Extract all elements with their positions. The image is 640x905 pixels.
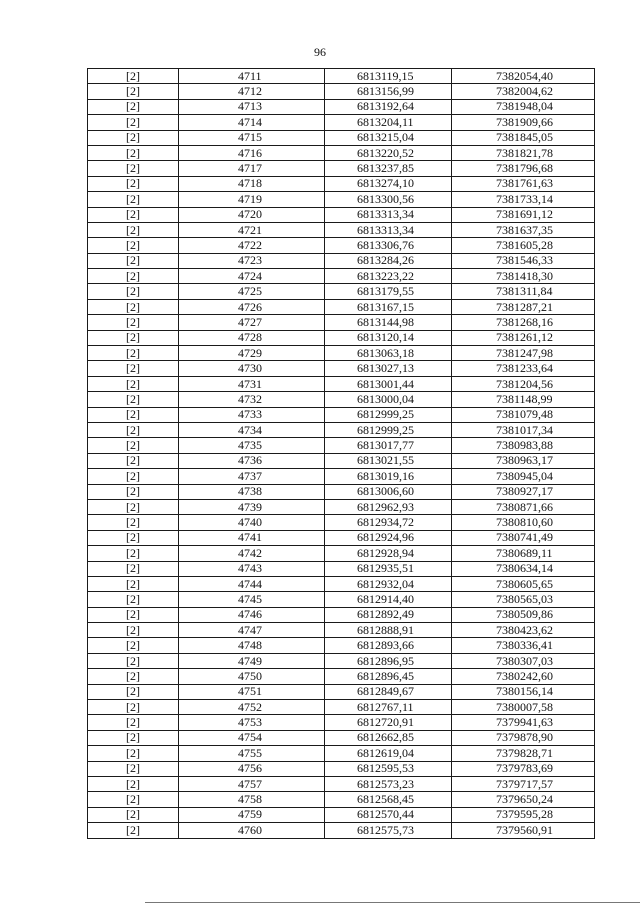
y-coordinate-cell: 7380423,62 (452, 623, 595, 638)
y-coordinate-cell: 7379717,57 (452, 776, 595, 791)
x-coordinate-cell: 6813300,56 (325, 192, 452, 207)
x-coordinate-cell: 6812595,53 (325, 761, 452, 776)
x-coordinate-cell: 6812896,45 (325, 669, 452, 684)
table-row (88, 792, 595, 807)
reference-cell: [2] (88, 207, 179, 222)
table-row (88, 176, 595, 191)
table-row (88, 330, 595, 345)
y-coordinate-cell: 7381796,68 (452, 161, 595, 176)
x-coordinate-cell: 6813144,98 (325, 315, 452, 330)
y-coordinate-cell: 7381418,30 (452, 269, 595, 284)
reference-cell: [2] (88, 299, 179, 314)
y-coordinate-cell: 7380605,65 (452, 576, 595, 591)
point-number-cell: 4759 (179, 807, 325, 822)
reference-cell: [2] (88, 561, 179, 576)
x-coordinate-cell: 6813167,15 (325, 299, 452, 314)
point-number-cell: 4730 (179, 361, 325, 376)
y-coordinate-cell: 7380983,88 (452, 438, 595, 453)
y-coordinate-cell: 7381821,78 (452, 145, 595, 160)
reference-cell: [2] (88, 176, 179, 191)
y-coordinate-cell: 7380634,14 (452, 561, 595, 576)
x-coordinate-cell: 6813237,85 (325, 161, 452, 176)
x-coordinate-cell: 6812568,45 (325, 792, 452, 807)
point-number-cell: 4727 (179, 315, 325, 330)
point-number-cell: 4732 (179, 392, 325, 407)
y-coordinate-cell: 7380307,03 (452, 653, 595, 668)
x-coordinate-cell: 6812999,25 (325, 407, 452, 422)
x-coordinate-cell: 6813284,26 (325, 253, 452, 268)
x-coordinate-cell: 6812892,49 (325, 607, 452, 622)
reference-cell: [2] (88, 715, 179, 730)
x-coordinate-cell: 6812896,95 (325, 653, 452, 668)
y-coordinate-cell: 7379941,63 (452, 715, 595, 730)
x-coordinate-cell: 6813313,34 (325, 207, 452, 222)
x-coordinate-cell: 6812570,44 (325, 807, 452, 822)
reference-cell: [2] (88, 469, 179, 484)
reference-cell: [2] (88, 392, 179, 407)
reference-cell: [2] (88, 530, 179, 545)
table-row (88, 315, 595, 330)
point-number-cell: 4755 (179, 746, 325, 761)
x-coordinate-cell: 6813019,16 (325, 469, 452, 484)
table-row (88, 576, 595, 591)
y-coordinate-cell: 7381268,16 (452, 315, 595, 330)
point-number-cell: 4718 (179, 176, 325, 191)
point-number-cell: 4713 (179, 99, 325, 114)
reference-cell: [2] (88, 238, 179, 253)
y-coordinate-cell: 7380871,66 (452, 499, 595, 514)
point-number-cell: 4737 (179, 469, 325, 484)
point-number-cell: 4756 (179, 761, 325, 776)
table-row (88, 623, 595, 638)
point-number-cell: 4758 (179, 792, 325, 807)
y-coordinate-cell: 7380336,41 (452, 638, 595, 653)
point-number-cell: 4733 (179, 407, 325, 422)
x-coordinate-cell: 6813215,04 (325, 130, 452, 145)
y-coordinate-cell: 7381148,99 (452, 392, 595, 407)
y-coordinate-cell: 7382054,40 (452, 69, 595, 84)
point-number-cell: 4711 (179, 69, 325, 84)
x-coordinate-cell: 6813001,44 (325, 376, 452, 391)
y-coordinate-cell: 7380007,58 (452, 700, 595, 715)
reference-cell: [2] (88, 607, 179, 622)
table-row (88, 222, 595, 237)
y-coordinate-cell: 7379828,71 (452, 746, 595, 761)
table-row (88, 823, 595, 838)
reference-cell: [2] (88, 253, 179, 268)
table-row (88, 561, 595, 576)
table-row (88, 700, 595, 715)
point-number-cell: 4760 (179, 823, 325, 838)
table-row (88, 499, 595, 514)
table-row (88, 746, 595, 761)
x-coordinate-cell: 6812932,04 (325, 576, 452, 591)
point-number-cell: 4735 (179, 438, 325, 453)
reference-cell: [2] (88, 700, 179, 715)
reference-cell: [2] (88, 792, 179, 807)
table-row (88, 392, 595, 407)
y-coordinate-cell: 7381546,33 (452, 253, 595, 268)
reference-cell: [2] (88, 376, 179, 391)
y-coordinate-cell: 7381017,34 (452, 422, 595, 437)
x-coordinate-cell: 6812720,91 (325, 715, 452, 730)
point-number-cell: 4740 (179, 515, 325, 530)
table-row (88, 592, 595, 607)
x-coordinate-cell: 6812999,25 (325, 422, 452, 437)
x-coordinate-cell: 6813006,60 (325, 484, 452, 499)
point-number-cell: 4729 (179, 346, 325, 361)
y-coordinate-cell: 7379878,90 (452, 730, 595, 745)
reference-cell: [2] (88, 499, 179, 514)
y-coordinate-cell: 7380509,86 (452, 607, 595, 622)
x-coordinate-cell: 6813179,55 (325, 284, 452, 299)
reference-cell: [2] (88, 623, 179, 638)
y-coordinate-cell: 7380927,17 (452, 484, 595, 499)
y-coordinate-cell: 7381261,12 (452, 330, 595, 345)
point-number-cell: 4742 (179, 546, 325, 561)
x-coordinate-cell: 6813306,76 (325, 238, 452, 253)
point-number-cell: 4725 (179, 284, 325, 299)
x-coordinate-cell: 6812849,67 (325, 684, 452, 699)
table-row (88, 192, 595, 207)
point-number-cell: 4731 (179, 376, 325, 391)
x-coordinate-cell: 6812893,66 (325, 638, 452, 653)
table-row (88, 546, 595, 561)
reference-cell: [2] (88, 192, 179, 207)
table-row (88, 269, 595, 284)
point-number-cell: 4754 (179, 730, 325, 745)
x-coordinate-cell: 6813027,13 (325, 361, 452, 376)
table-row (88, 515, 595, 530)
point-number-cell: 4749 (179, 653, 325, 668)
table-row (88, 376, 595, 391)
point-number-cell: 4715 (179, 130, 325, 145)
y-coordinate-cell: 7381637,35 (452, 222, 595, 237)
reference-cell: [2] (88, 776, 179, 791)
y-coordinate-cell: 7379595,28 (452, 807, 595, 822)
x-coordinate-cell: 6813120,14 (325, 330, 452, 345)
point-number-cell: 4734 (179, 422, 325, 437)
x-coordinate-cell: 6813156,99 (325, 84, 452, 99)
y-coordinate-cell: 7380242,60 (452, 669, 595, 684)
x-coordinate-cell: 6812928,94 (325, 546, 452, 561)
y-coordinate-cell: 7381204,56 (452, 376, 595, 391)
x-coordinate-cell: 6813223,22 (325, 269, 452, 284)
y-coordinate-cell: 7381691,12 (452, 207, 595, 222)
reference-cell: [2] (88, 84, 179, 99)
reference-cell: [2] (88, 823, 179, 838)
point-number-cell: 4739 (179, 499, 325, 514)
table-row (88, 422, 595, 437)
x-coordinate-cell: 6812619,04 (325, 746, 452, 761)
table-row (88, 761, 595, 776)
table-row (88, 530, 595, 545)
reference-cell: [2] (88, 484, 179, 499)
point-number-cell: 4712 (179, 84, 325, 99)
x-coordinate-cell: 6812934,72 (325, 515, 452, 530)
y-coordinate-cell: 7379783,69 (452, 761, 595, 776)
table-row (88, 684, 595, 699)
table-row (88, 607, 595, 622)
reference-cell: [2] (88, 592, 179, 607)
table-row (88, 653, 595, 668)
x-coordinate-cell: 6812767,11 (325, 700, 452, 715)
table-row (88, 115, 595, 130)
reference-cell: [2] (88, 653, 179, 668)
reference-cell: [2] (88, 407, 179, 422)
reference-cell: [2] (88, 576, 179, 591)
reference-cell: [2] (88, 438, 179, 453)
table-row (88, 807, 595, 822)
x-coordinate-cell: 6813017,77 (325, 438, 452, 453)
footer-rule (145, 902, 640, 903)
reference-cell: [2] (88, 746, 179, 761)
x-coordinate-cell: 6812573,23 (325, 776, 452, 791)
point-number-cell: 4745 (179, 592, 325, 607)
x-coordinate-cell: 6813313,34 (325, 222, 452, 237)
y-coordinate-cell: 7381948,04 (452, 99, 595, 114)
reference-cell: [2] (88, 161, 179, 176)
reference-cell: [2] (88, 422, 179, 437)
x-coordinate-cell: 6813220,52 (325, 145, 452, 160)
reference-cell: [2] (88, 315, 179, 330)
y-coordinate-cell: 7380963,17 (452, 453, 595, 468)
reference-cell: [2] (88, 684, 179, 699)
reference-cell: [2] (88, 346, 179, 361)
x-coordinate-cell: 6812914,40 (325, 592, 452, 607)
point-number-cell: 4719 (179, 192, 325, 207)
point-number-cell: 4728 (179, 330, 325, 345)
table-row (88, 69, 595, 84)
point-number-cell: 4741 (179, 530, 325, 545)
reference-cell: [2] (88, 269, 179, 284)
y-coordinate-cell: 7380810,60 (452, 515, 595, 530)
y-coordinate-cell: 7381079,48 (452, 407, 595, 422)
point-number-cell: 4746 (179, 607, 325, 622)
reference-cell: [2] (88, 546, 179, 561)
point-number-cell: 4720 (179, 207, 325, 222)
reference-cell: [2] (88, 284, 179, 299)
point-number-cell: 4747 (179, 623, 325, 638)
point-number-cell: 4750 (179, 669, 325, 684)
point-number-cell: 4736 (179, 453, 325, 468)
table-row (88, 669, 595, 684)
y-coordinate-cell: 7380156,14 (452, 684, 595, 699)
y-coordinate-cell: 7381845,05 (452, 130, 595, 145)
x-coordinate-cell: 6813063,18 (325, 346, 452, 361)
point-number-cell: 4723 (179, 253, 325, 268)
reference-cell: [2] (88, 130, 179, 145)
reference-cell: [2] (88, 145, 179, 160)
point-number-cell: 4726 (179, 299, 325, 314)
point-number-cell: 4757 (179, 776, 325, 791)
table-row (88, 453, 595, 468)
coordinates-table-body (88, 69, 595, 839)
reference-cell: [2] (88, 807, 179, 822)
reference-cell: [2] (88, 638, 179, 653)
point-number-cell: 4738 (179, 484, 325, 499)
x-coordinate-cell: 6812924,96 (325, 530, 452, 545)
y-coordinate-cell: 7380565,03 (452, 592, 595, 607)
reference-cell: [2] (88, 515, 179, 530)
reference-cell: [2] (88, 361, 179, 376)
table-row (88, 469, 595, 484)
x-coordinate-cell: 6813021,55 (325, 453, 452, 468)
y-coordinate-cell: 7381909,66 (452, 115, 595, 130)
table-row (88, 145, 595, 160)
y-coordinate-cell: 7380945,04 (452, 469, 595, 484)
y-coordinate-cell: 7379560,91 (452, 823, 595, 838)
y-coordinate-cell: 7381247,98 (452, 346, 595, 361)
point-number-cell: 4714 (179, 115, 325, 130)
point-number-cell: 4721 (179, 222, 325, 237)
reference-cell: [2] (88, 222, 179, 237)
point-number-cell: 4716 (179, 145, 325, 160)
table-row (88, 99, 595, 114)
x-coordinate-cell: 6812575,73 (325, 823, 452, 838)
y-coordinate-cell: 7382004,62 (452, 84, 595, 99)
y-coordinate-cell: 7381605,28 (452, 238, 595, 253)
page-number: 96 (314, 45, 326, 59)
table-row (88, 299, 595, 314)
table-row (88, 253, 595, 268)
point-number-cell: 4717 (179, 161, 325, 176)
reference-cell: [2] (88, 115, 179, 130)
reference-cell: [2] (88, 730, 179, 745)
x-coordinate-cell: 6812662,85 (325, 730, 452, 745)
table-row (88, 407, 595, 422)
table-row (88, 776, 595, 791)
point-number-cell: 4722 (179, 238, 325, 253)
y-coordinate-cell: 7380689,11 (452, 546, 595, 561)
x-coordinate-cell: 6812962,93 (325, 499, 452, 514)
point-number-cell: 4743 (179, 561, 325, 576)
table-row (88, 484, 595, 499)
table-row (88, 130, 595, 145)
point-number-cell: 4751 (179, 684, 325, 699)
table-row (88, 284, 595, 299)
y-coordinate-cell: 7380741,49 (452, 530, 595, 545)
table-row (88, 638, 595, 653)
table-row (88, 438, 595, 453)
point-number-cell: 4748 (179, 638, 325, 653)
reference-cell: [2] (88, 69, 179, 84)
reference-cell: [2] (88, 453, 179, 468)
y-coordinate-cell: 7381761,63 (452, 176, 595, 191)
x-coordinate-cell: 6813274,10 (325, 176, 452, 191)
x-coordinate-cell: 6813192,64 (325, 99, 452, 114)
x-coordinate-cell: 6813119,15 (325, 69, 452, 84)
reference-cell: [2] (88, 669, 179, 684)
table-row (88, 238, 595, 253)
table-row (88, 346, 595, 361)
reference-cell: [2] (88, 99, 179, 114)
point-number-cell: 4752 (179, 700, 325, 715)
y-coordinate-cell: 7381287,21 (452, 299, 595, 314)
y-coordinate-cell: 7381311,84 (452, 284, 595, 299)
reference-cell: [2] (88, 761, 179, 776)
table-row (88, 715, 595, 730)
reference-cell: [2] (88, 330, 179, 345)
x-coordinate-cell: 6812888,91 (325, 623, 452, 638)
table-row (88, 730, 595, 745)
x-coordinate-cell: 6813000,04 (325, 392, 452, 407)
point-number-cell: 4724 (179, 269, 325, 284)
table-row (88, 161, 595, 176)
x-coordinate-cell: 6812935,51 (325, 561, 452, 576)
point-number-cell: 4753 (179, 715, 325, 730)
y-coordinate-cell: 7381233,64 (452, 361, 595, 376)
x-coordinate-cell: 6813204,11 (325, 115, 452, 130)
point-number-cell: 4744 (179, 576, 325, 591)
table-row (88, 361, 595, 376)
table-row (88, 207, 595, 222)
y-coordinate-cell: 7381733,14 (452, 192, 595, 207)
y-coordinate-cell: 7379650,24 (452, 792, 595, 807)
table-row (88, 84, 595, 99)
coordinates-table (87, 68, 595, 839)
